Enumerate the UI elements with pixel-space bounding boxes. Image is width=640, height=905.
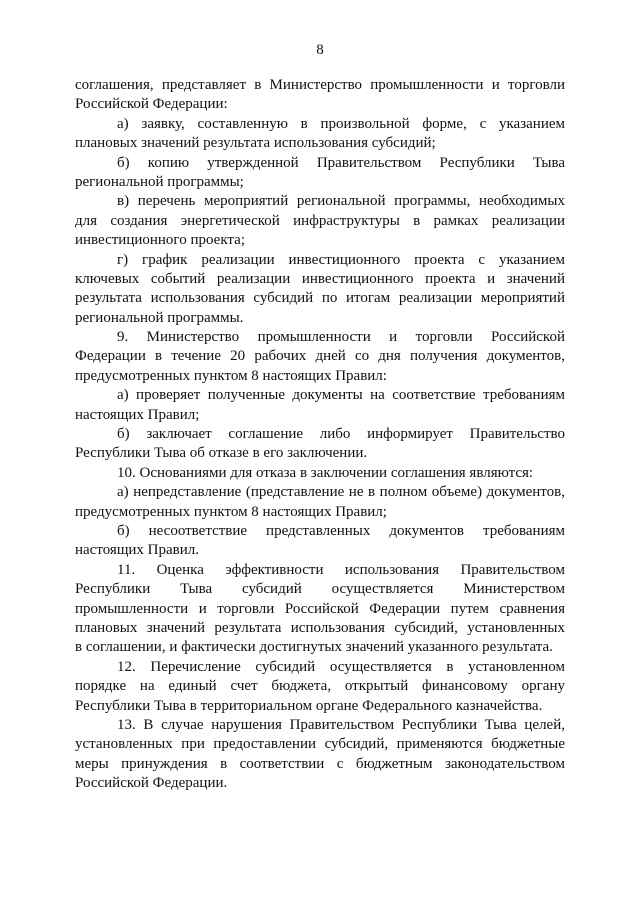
text-line: г) график реализации инвестиционного проекта с указанием [117, 251, 565, 268]
text-line: предусмотренных пунктом 8 настоящих Правил: [75, 367, 387, 384]
text-line: установленных при предоставлении субсидий, применяются бюджетные [75, 736, 565, 753]
page-number: 8 [316, 42, 324, 58]
text-line: в соглашении, и фактически достигнутых значений указанного результата. [75, 639, 553, 656]
text-line: в) перечень мероприятий региональной программы, необходимых [117, 193, 565, 210]
text-line: Республики Тыва об отказе в его заключении. [75, 445, 368, 462]
text-line: для создания энергетической инфраструктуры в рамках реализации [75, 212, 565, 229]
text-line: а) непредставление (представление не в полном объеме) документов, [117, 484, 565, 501]
text-line: 9. Министерство промышленности и торговли Российской [117, 329, 565, 346]
text-line: Федерации в течение 20 рабочих дней со дня получения документов, [75, 348, 565, 365]
text-line: инвестиционного проекта; [75, 232, 245, 249]
text-line: соглашения, представляет в Министерство промышленности и торговли [75, 77, 565, 93]
text-line: Российской Федерации: [75, 96, 228, 113]
text-line: меры принуждения в соответствии с бюджетным законодательством [75, 755, 565, 772]
text-line: порядке на единый счет бюджета, открытый финансовому органу [75, 678, 565, 695]
text-line: плановых значений результата использования субсидий, установленных [75, 619, 565, 636]
text-line: региональной программы. [75, 309, 244, 326]
text-line: Республики Тыва в территориальном органе Федерального казначейства. [75, 697, 543, 714]
text-line: ключевых событий реализации инвестиционного проекта и значений [75, 270, 565, 287]
text-line: а) проверяет полученные документы на соответствие требованиям [117, 387, 565, 404]
text-line: предусмотренных пунктом 8 настоящих Правил; [75, 503, 387, 520]
document-body [75, 76, 565, 793]
text-line: настоящих Правил; [75, 406, 200, 423]
text-line: 13. В случае нарушения Правительством Республики Тыва целей, [117, 716, 565, 733]
text-line: б) копию утвержденной Правительством Республики Тыва [117, 154, 565, 171]
text-line: Российской Федерации. [75, 775, 228, 792]
text-line: 12. Перечисление субсидий осуществляется в установленном [117, 658, 565, 675]
text-line: промышленности и торговли Российской Федерации путем сравнения [75, 600, 565, 617]
text-line: Республики Тыва субсидий осуществляется Министерством [75, 581, 565, 598]
text-line: региональной программы; [75, 173, 244, 190]
text-line: 10. Основаниями для отказа в заключении соглашения являются: [117, 464, 534, 481]
text-line: 11. Оценка эффективности использования Правительством [117, 561, 565, 578]
text-line: б) заключает соглашение либо информирует Правительство [117, 426, 565, 443]
text-line: плановых значений результата использования субсидий; [75, 135, 436, 152]
text-line: а) заявку, составленную в произвольной форме, с указанием [117, 115, 565, 132]
text-line: результата использования субсидий по итогам реализации мероприятий [75, 290, 565, 307]
text-line: б) несоответствие представленных документов требованиям [117, 522, 565, 539]
text-line: настоящих Правил. [75, 542, 199, 559]
